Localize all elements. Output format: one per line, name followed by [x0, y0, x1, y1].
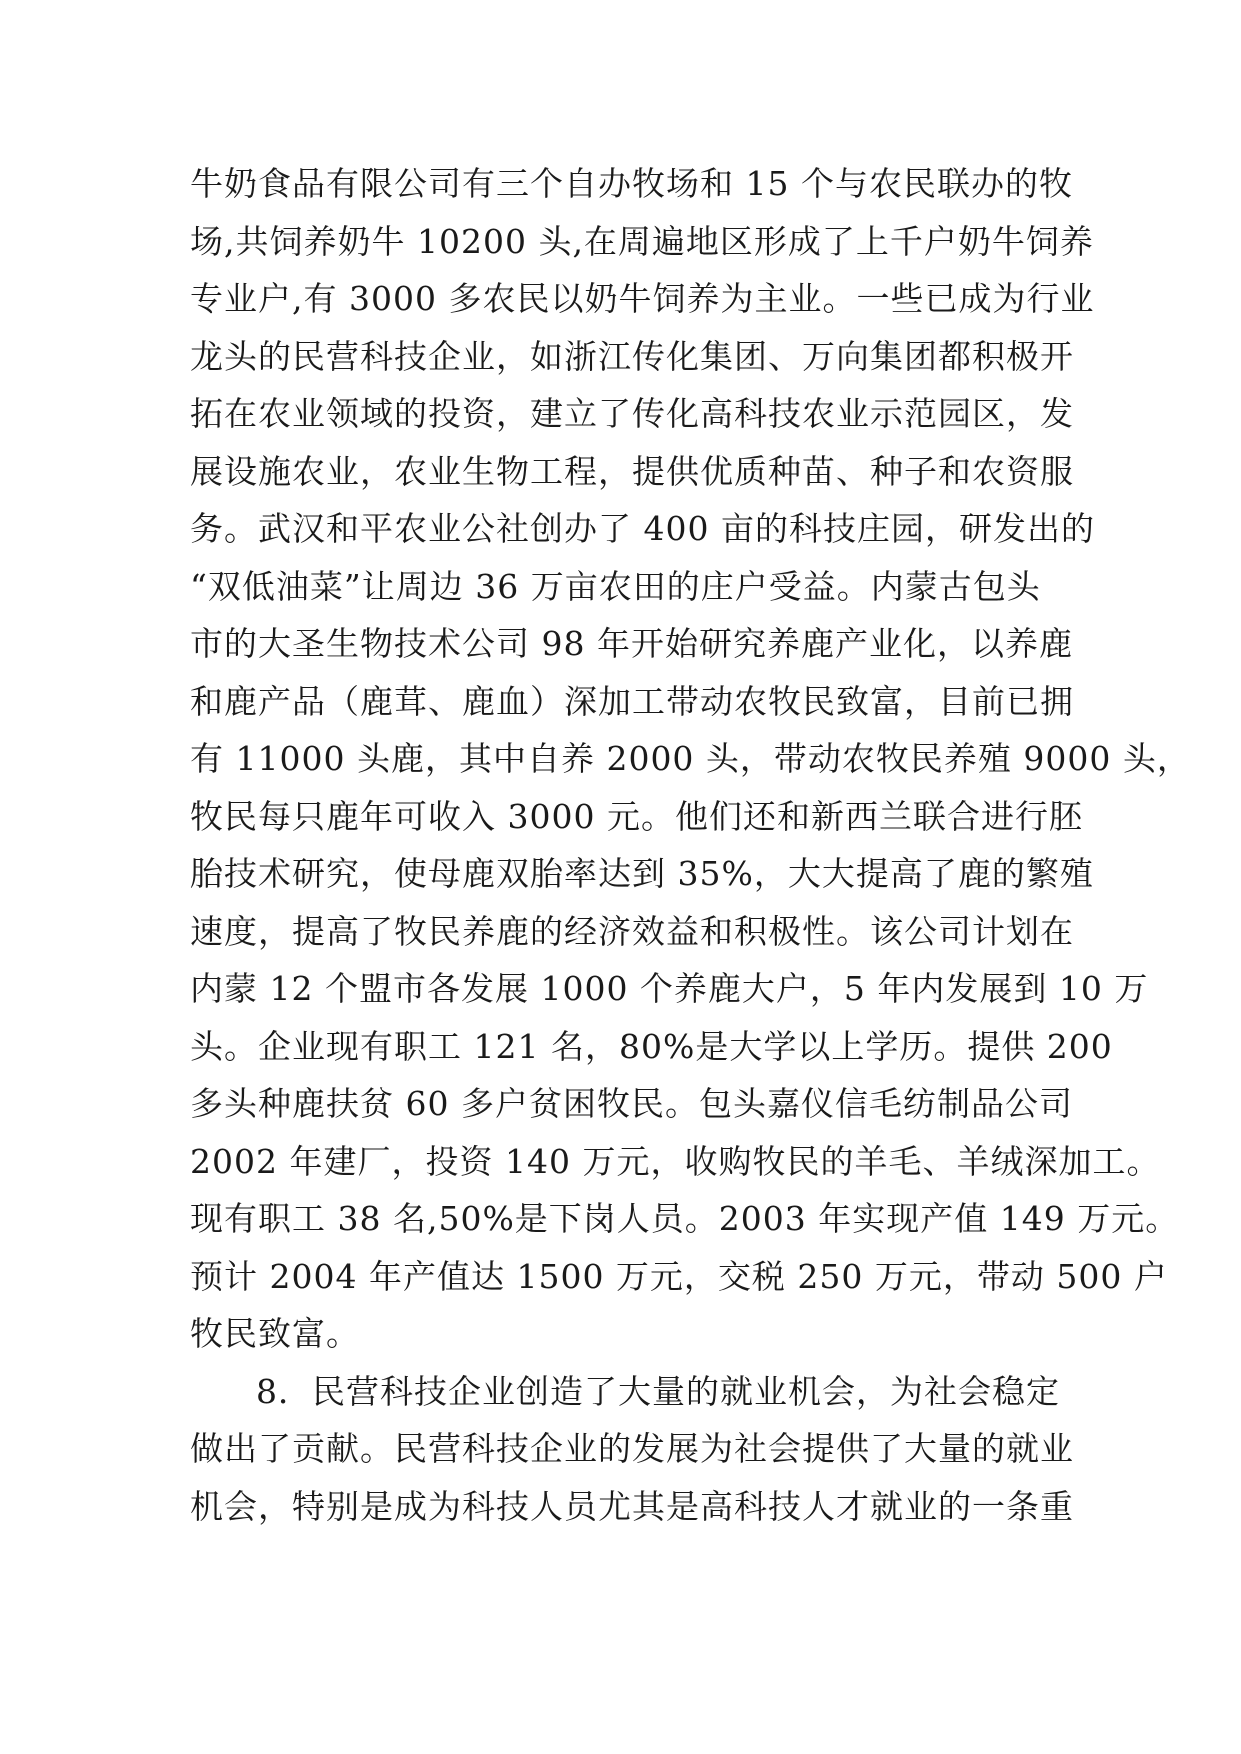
text-line: 预计 2004 年产值达 1500 万元，交税 250 万元，带动 500 户 — [190, 1256, 1168, 1296]
text-line: 多头种鹿扶贫 60 多户贫困牧民。包头嘉仪信毛纺制品公司 — [190, 1084, 1073, 1123]
text-line: 现有职工 38 名,50%是下岗人员。2003 年实现产值 149 万元。 — [190, 1199, 1180, 1238]
text-line: 展设施农业，农业生物工程，提供优质种苗、种子和农资服 — [190, 451, 1074, 491]
text-line: 务。武汉和平农业公社创办了 400 亩的科技庄园，研发出的 — [190, 509, 1095, 548]
text-line: 机会，特别是成为科技人员尤其是高科技人才就业的一条重 — [190, 1486, 1074, 1526]
text-line: 速度，提高了牧民养鹿的经济效益和积极性。该公司计划在 — [190, 911, 1074, 951]
paragraph-8-first-line: 8．民营科技企业创造了大量的就业机会，为社会稳定 — [256, 1371, 1060, 1411]
text-line: 牧民致富。 — [190, 1314, 360, 1353]
body-text — [190, 155, 1191, 1535]
text-line: 和鹿产品（鹿茸、鹿血）深加工带动农牧民致富，目前已拥 — [190, 681, 1074, 721]
text-line: 龙头的民营科技企业，如浙江传化集团、万向集团都积极开 — [190, 336, 1074, 376]
text-line: “双低油菜”让周边 36 万亩农田的庄户受益。内蒙古包头 — [190, 566, 1041, 606]
text-line: 内蒙 12 个盟市各发展 1000 个养鹿大户，5 年内发展到 10 万 — [190, 969, 1149, 1008]
text-line: 专业户,有 3000 多农民以奶牛饲养为主业。一些已成为行业 — [190, 279, 1095, 318]
text-line: 有 11000 头鹿，其中自养 2000 头，带动农牧民养殖 9000 头， — [190, 739, 1191, 778]
text-line: 2002 年建厂，投资 140 万元，收购牧民的羊毛、羊绒深加工。 — [190, 1141, 1161, 1181]
text-line: 头。企业现有职工 121 名，80%是大学以上学历。提供 200 — [190, 1026, 1113, 1066]
text-line: 做出了贡献。民营科技企业的发展为社会提供了大量的就业 — [190, 1429, 1074, 1468]
text-line: 场,共饲养奶牛 10200 头,在周遍地区形成了上千户奶牛饲养 — [190, 221, 1094, 261]
text-line: 拓在农业领域的投资，建立了传化高科技农业示范园区，发 — [190, 394, 1074, 433]
text-line: 牧民每只鹿年可收入 3000 元。他们还和新西兰联合进行胚 — [190, 796, 1083, 836]
text-line: 牛奶食品有限公司有三个自办牧场和 15 个与农民联办的牧 — [190, 164, 1073, 203]
text-line: 市的大圣生物技术公司 98 年开始研究养鹿产业化，以养鹿 — [190, 624, 1073, 663]
text-line: 胎技术研究，使母鹿双胎率达到 35%，大大提高了鹿的繁殖 — [190, 854, 1094, 893]
